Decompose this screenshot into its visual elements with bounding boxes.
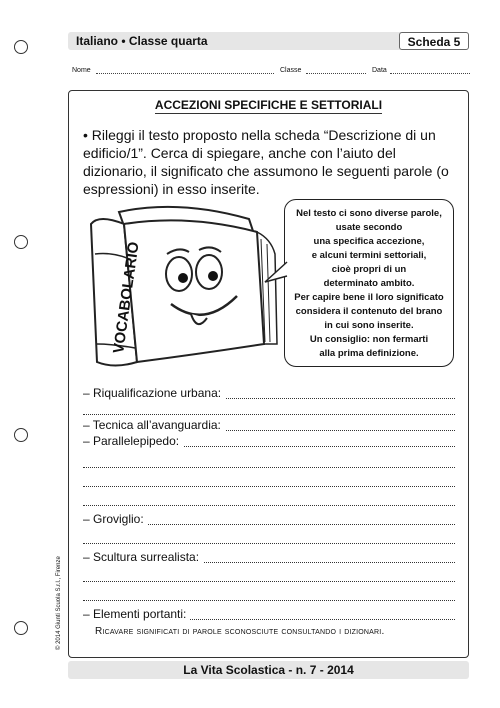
scheda-badge: Scheda 5 <box>399 32 469 50</box>
instructions: • Rileggi il testo proposto nella scheda “Descrizione di un edificio/1”. Cerca di spiegare, anche con l’aiuto del dizionario, il significato che assumono le seguenti parole (o espressioni) in esso inserite. <box>83 127 449 197</box>
bubble-line: in cui sono inserite. <box>324 320 414 331</box>
vocabulary-book-illustration <box>79 194 289 374</box>
footer-bar: La Vita Scolastica - n. 7 - 2014 <box>68 661 469 679</box>
bubble-line: cioè propri di un <box>331 264 407 275</box>
subject-label: Italiano • Classe quarta <box>76 34 208 48</box>
tip-text: Ricavare significati di parole sconosciute consultando i dizionari. <box>95 626 385 637</box>
bubble-line: alla prima definizione. <box>319 348 419 359</box>
answer-row[interactable] <box>83 607 455 623</box>
answer-row[interactable] <box>83 455 455 471</box>
punch-hole <box>14 40 28 54</box>
answer-row[interactable] <box>83 418 455 434</box>
header-bar <box>68 32 469 50</box>
punch-hole <box>14 621 28 635</box>
book-spine-label: VOCABOLARIO <box>110 240 143 355</box>
speech-bubble-text <box>289 207 449 361</box>
answer-row[interactable] <box>83 588 455 604</box>
answer-row[interactable] <box>83 434 455 450</box>
classe-field[interactable] <box>306 67 366 74</box>
punch-hole <box>14 235 28 249</box>
row-label: – Riqualificazione urbana: <box>83 386 225 400</box>
speech-bubble <box>284 199 454 367</box>
answer-row[interactable] <box>83 550 455 566</box>
answer-row[interactable] <box>83 569 455 585</box>
answer-row[interactable] <box>83 512 455 528</box>
speech-bubble-tail-icon <box>263 260 289 290</box>
bubble-line: e alcuni termini settoriali, <box>311 250 427 261</box>
bubble-line: usate secondo <box>335 222 403 233</box>
row-label: – Elementi portanti: <box>83 607 190 621</box>
bubble-line: Per capire bene il loro significato <box>294 292 444 303</box>
bubble-line: Un consiglio: non fermarti <box>309 334 429 345</box>
title-text: ACCEZIONI SPECIFICHE E SETTORIALI <box>154 98 383 112</box>
answer-row[interactable] <box>83 386 455 402</box>
row-label: – Scultura surrealista: <box>83 550 203 564</box>
row-label: – Parallelepipedo: <box>83 434 183 448</box>
answer-row[interactable] <box>83 474 455 490</box>
bubble-line: considera il contenuto del brano <box>295 306 443 317</box>
answer-row[interactable] <box>83 531 455 547</box>
copyright-text: © 2014 Giunti Scuola S.r.l., Firenze <box>56 556 62 650</box>
classe-label: Classe <box>280 67 302 74</box>
worksheet-frame <box>68 90 469 658</box>
data-field[interactable] <box>390 67 470 74</box>
data-label: Data <box>372 67 387 74</box>
punch-hole <box>14 428 28 442</box>
nome-field[interactable] <box>96 67 274 74</box>
bubble-line: Nel testo ci sono diverse parole, <box>296 208 442 219</box>
row-label: – Groviglio: <box>83 512 148 526</box>
bubble-line: determinato ambito. <box>323 278 415 289</box>
row-label: – Tecnica all’avanguardia: <box>83 418 225 432</box>
answer-row[interactable] <box>83 402 455 418</box>
nome-label: Nome <box>72 67 91 74</box>
bubble-line: una specifica accezione, <box>313 236 425 247</box>
answer-row[interactable] <box>83 493 455 509</box>
worksheet-title <box>69 98 468 112</box>
